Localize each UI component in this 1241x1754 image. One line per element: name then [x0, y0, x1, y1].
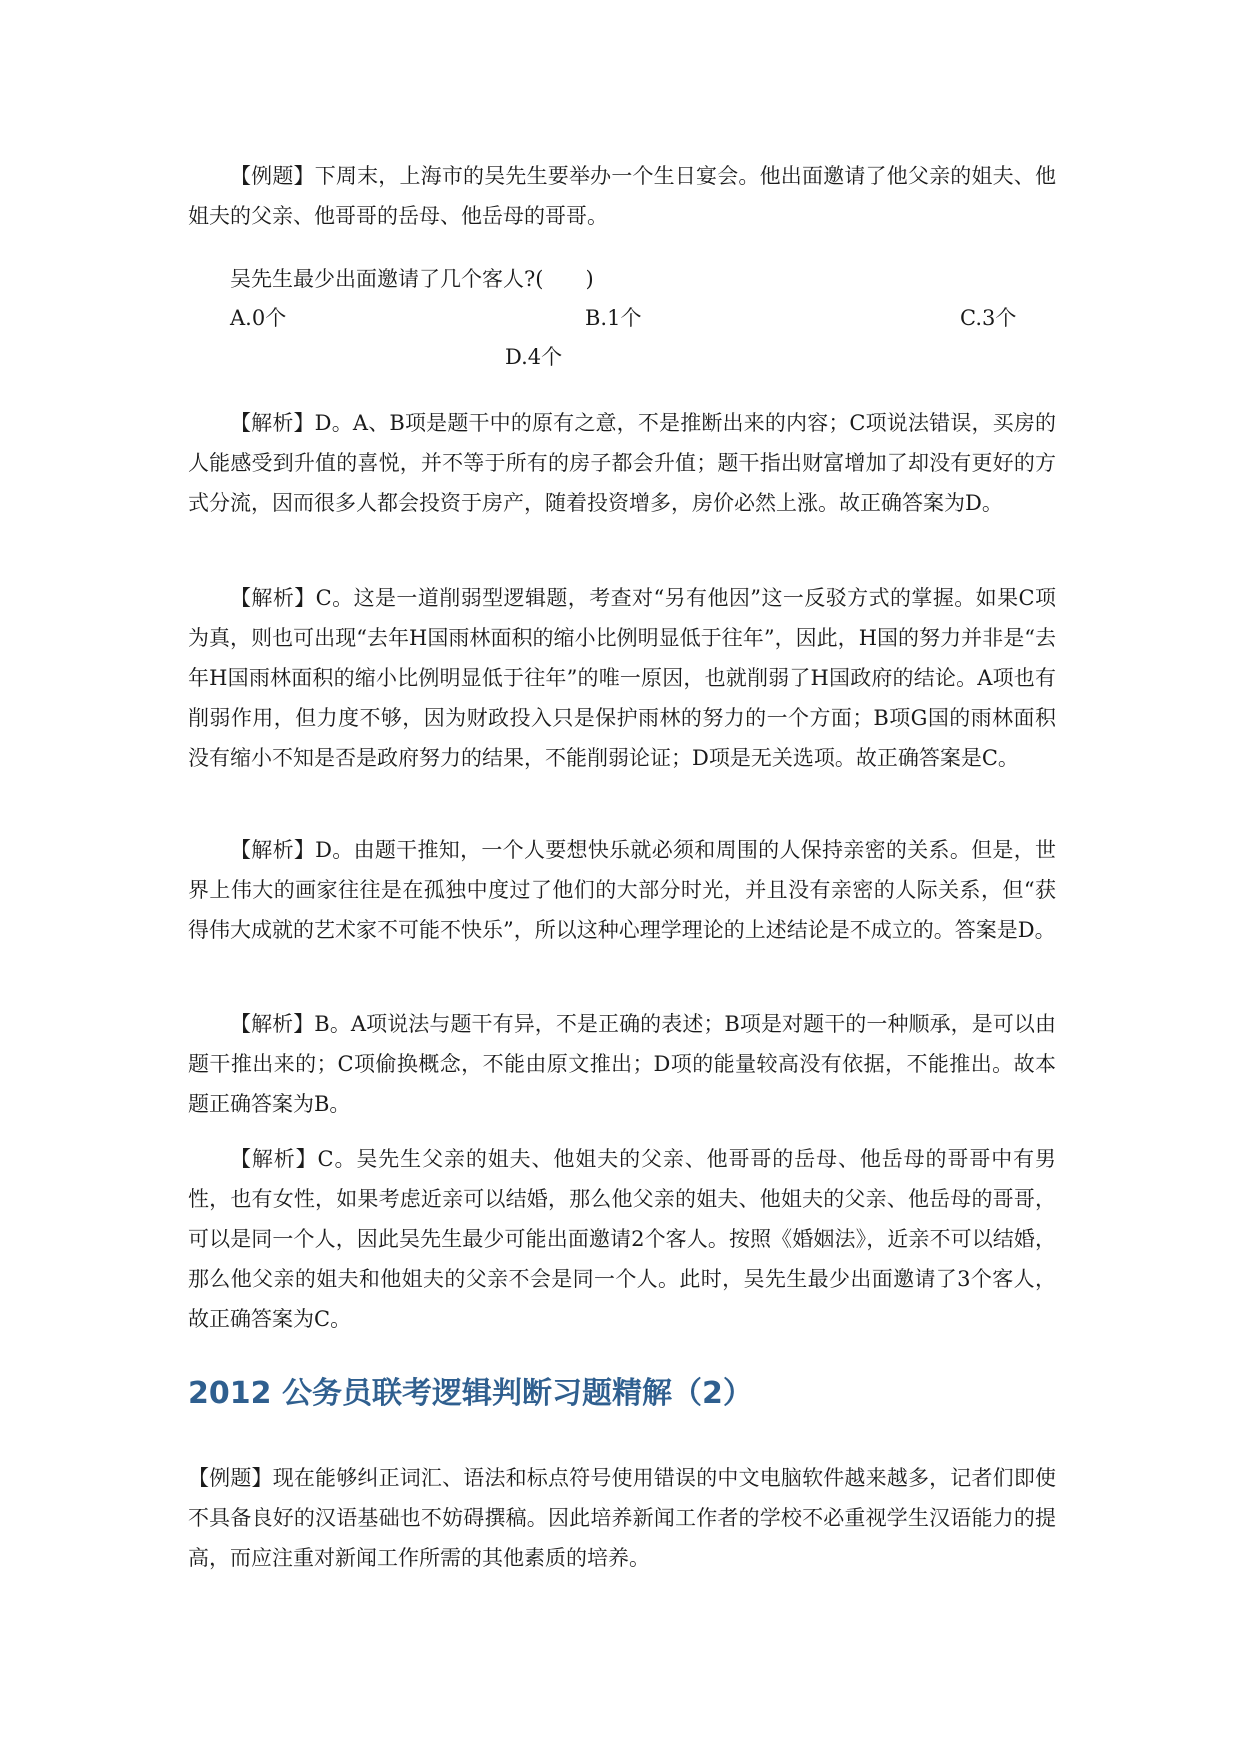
analysis-paragraph-5: 【解析】C。吴先生父亲的姐夫、他姐夫的父亲、他哥哥的岳母、他岳母的哥哥中有男性，也有女性，如果考虑近亲可以结婚，那么他父亲的姐夫、他姐夫的父亲、他岳母的哥哥，可以是同一个人，因此吴先生最少可能出面邀请2个客人。按照《婚姻法》，近亲不可以结婚，那么他父亲的姐夫和他姐夫的父亲不会是同一个人。此时，吴先生最少出面邀请了3个客人，故正确答案为C。 [188, 1147, 1056, 1331]
option-d: D.4个 [505, 345, 563, 369]
analysis-paragraph-2: 【解析】C。这是一道削弱型逻辑题，考查对“另有他因”这一反驳方式的掌握。如果C项为真，则也可出现“去年H国雨林面积的缩小比例明显低于往年”，因此，H国的努力并非是“去年H国雨林面积的缩小比例明显低于往年”的唯一原因，也就削弱了H国政府的结论。A项也有削弱作用，但力度不够，因为财政投入只是保护雨林的努力的一个方面；B项G国的雨林面积没有缩小不知是否是政府努力的结果，不能削弱论证；D项是无关选项。故正确答案是C。 [188, 586, 1056, 770]
option-c: C.3个 [960, 306, 1017, 330]
option-a: A.0个 [230, 306, 287, 330]
analysis-paragraph-1: 【解析】D。A、B项是题干中的原有之意，不是推断出来的内容；C项说法错误，买房的人能感受到升值的喜悦，并不等于所有的房子都会升值；题干指出财富增加了却没有更好的方式分流，因而很多人都会投资于房产，随着投资增多，房价必然上涨。故正确答案为D。 [188, 411, 1056, 515]
analysis-paragraph-3: 【解析】D。由题干推知，一个人要想快乐就必须和周围的人保持亲密的关系。但是，世界上伟大的画家往往是在孤独中度过了他们的大部分时光，并且没有亲密的人际关系，但“获得伟大成就的艺术家不可能不快乐”，所以这种心理学理论的上述结论是不成立的。答案是D。 [188, 838, 1056, 942]
option-b: B.1个 [585, 306, 642, 330]
example-paragraph: 【例题】下周末，上海市的吴先生要举办一个生日宴会。他出面邀请了他父亲的姐夫、他姐夫的父亲、他哥哥的岳母、他岳母的哥哥。 [188, 164, 1056, 228]
analysis-paragraph-4: 【解析】B。A项说法与题干有异，不是正确的表述；B项是对题干的一种顺承，是可以由题干推出来的；C项偷换概念，不能由原文推出；D项的能量较高没有依据，不能推出。故本题正确答案为B。 [188, 1012, 1056, 1116]
section-example-paragraph: 【例题】现在能够纠正词汇、语法和标点符号使用错误的中文电脑软件越来越多，记者们即使不具备良好的汉语基础也不妨碍撰稿。因此培养新闻工作者的学校不必重视学生汉语能力的提高，而应注重对新闻工作所需的其他素质的培养。 [188, 1466, 1056, 1570]
question-line: 吴先生最少出面邀请了几个客人?( ) [230, 267, 594, 291]
section-heading: 2012 公务员联考逻辑判断习题精解（2） [188, 1376, 753, 1411]
